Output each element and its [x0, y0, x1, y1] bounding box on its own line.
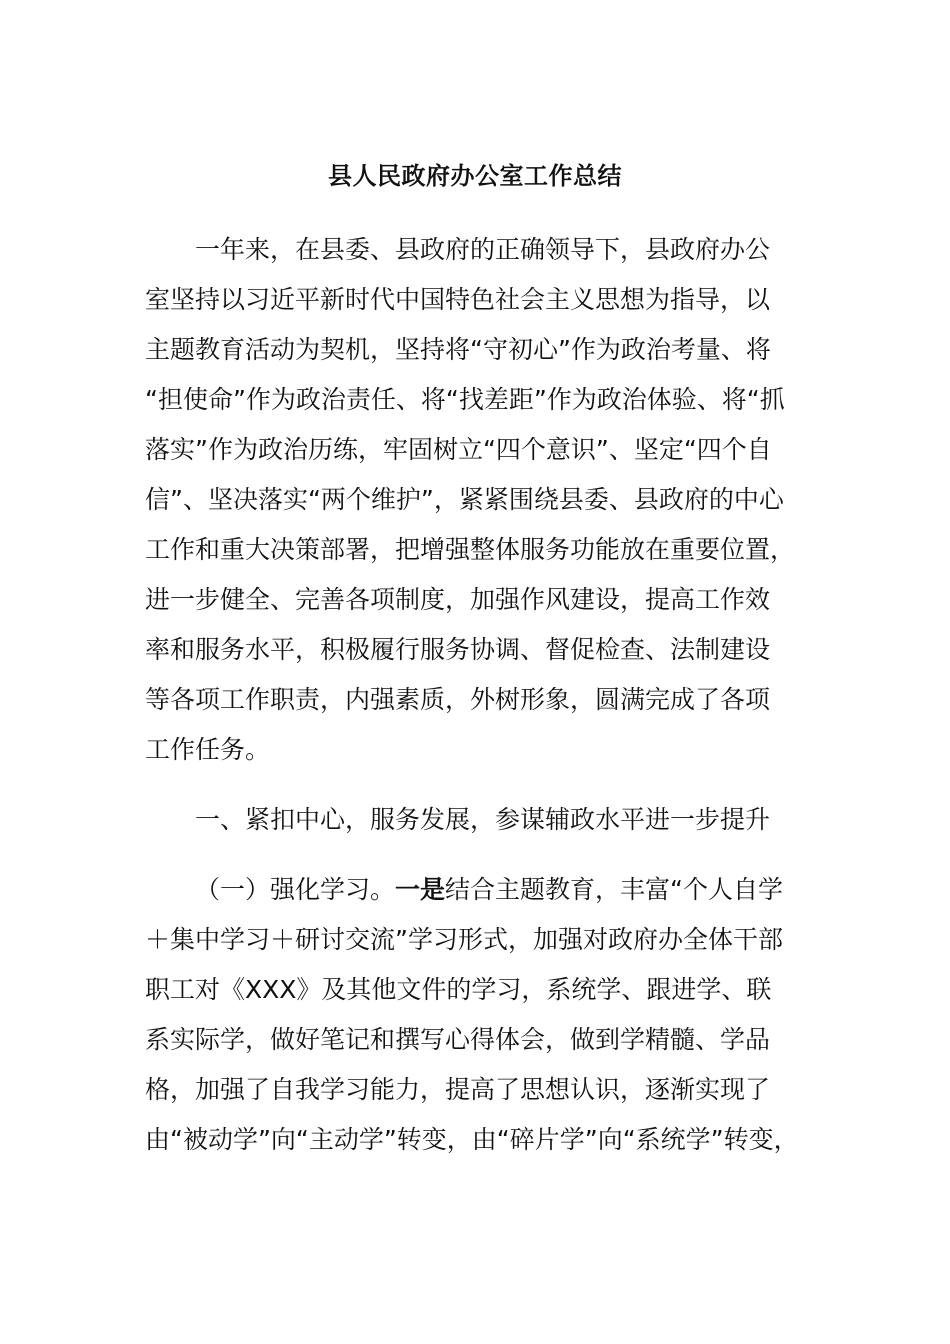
text-line: 室坚持以习近平新时代中国特色社会主义思想为指导，以	[145, 285, 771, 314]
text-line: 职工对《XXX》及其他文件的学习，系统学、跟进学、联	[145, 975, 772, 1004]
text-line: 落实”作为政治历练，牢固树立“四个意识”、坚定“四个自	[145, 435, 772, 464]
subsection-paragraph	[145, 865, 807, 1165]
text-line	[145, 865, 807, 915]
text-line: 格，加强了自我学习能力，提高了思想认识，逐渐实现了	[145, 1075, 771, 1104]
text-line: 一年来，在县委、县政府的正确领导下，县政府办公	[195, 235, 771, 264]
text-line: 工作任务。	[145, 735, 271, 764]
text-line: 工作和重大决策部署，把增强整体服务功能放在重要位置，	[145, 535, 796, 564]
text-line: 信”、坚决落实“两个维护”，紧紧围绕县委、县政府的中心	[145, 485, 784, 514]
text-line: 率和服务水平，积极履行服务协调、督促检查、法制建设	[145, 635, 771, 664]
text-line: 由“被动学”向“主动学”转变，由“碎片学”向“系统学”转变，	[145, 1125, 799, 1154]
intro-paragraph	[145, 225, 807, 775]
bold-lead: 一是	[395, 875, 446, 904]
text-line: 主题教育活动为契机，坚持将“守初心”作为政治考量、将	[145, 335, 771, 364]
text-run: 结合主题教育，丰富“个人自学	[445, 875, 783, 904]
text-line: 进一步健全、完善各项制度，加强作风建设，提高工作效	[145, 585, 771, 614]
text-line: “担使命”作为政治责任、将“找差距”作为政治体验、将“抓	[145, 385, 785, 414]
section-heading-text: 一、紧扣中心，服务发展，参谋辅政水平进一步提升	[195, 805, 771, 834]
text-line: 系实际学，做好笔记和撰写心得体会，做到学精髓、学品	[145, 1025, 771, 1054]
document-title: 县人民政府办公室工作总结	[328, 162, 622, 190]
section-heading	[145, 795, 807, 845]
text-line: 等各项工作职责，内强素质，外树形象，圆满完成了各项	[145, 685, 771, 714]
text-line: ＋集中学习＋研讨交流”学习形式，加强对政府办全体干部	[145, 925, 783, 954]
subsection-label: （一）强化学习。	[195, 875, 396, 904]
